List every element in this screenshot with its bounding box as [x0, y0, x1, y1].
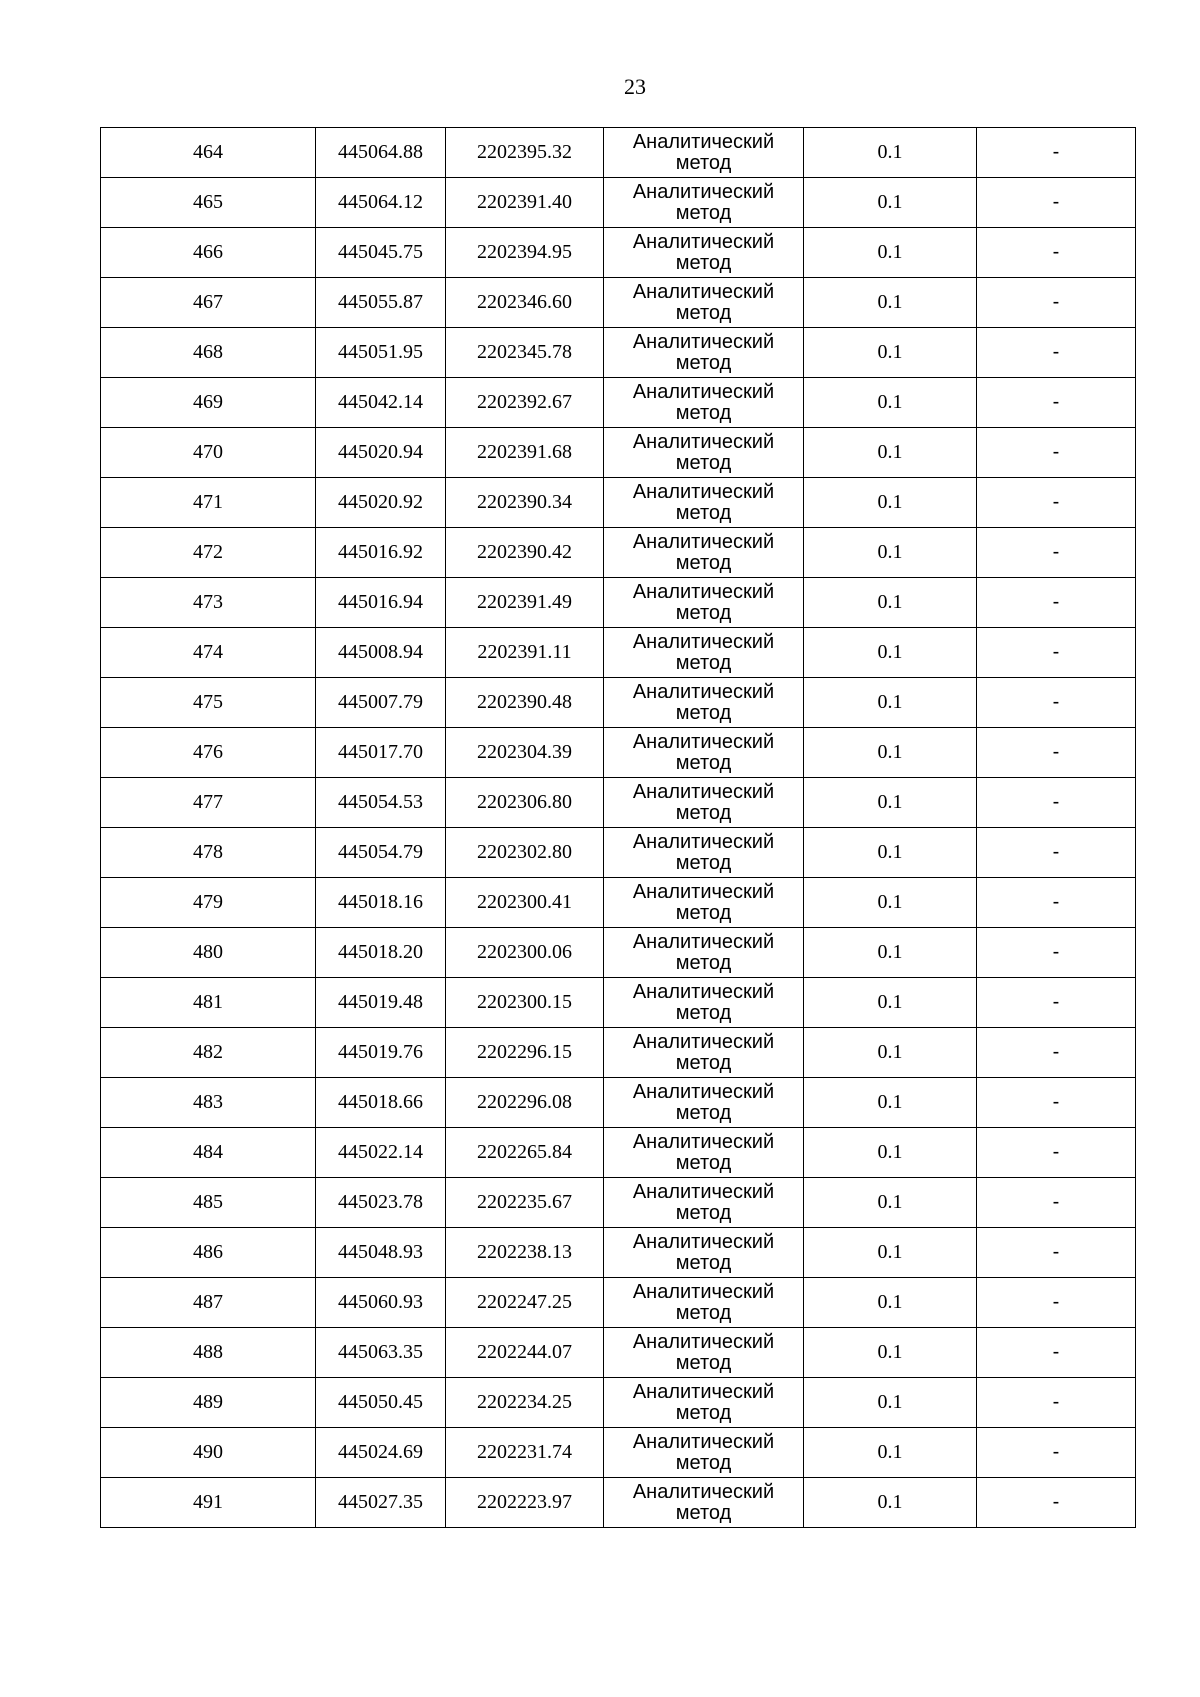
table-row — [101, 1028, 1136, 1078]
method-label-line2: метод — [675, 301, 732, 324]
x-coordinate-cell: 445020.94 — [316, 428, 446, 478]
method-cell — [604, 528, 804, 578]
point-number-cell: 469 — [101, 378, 316, 428]
y-coordinate-cell: 2202300.41 — [446, 878, 604, 928]
note-cell: - — [977, 328, 1136, 378]
table-body — [101, 128, 1136, 1528]
y-coordinate-cell: 2202300.06 — [446, 928, 604, 978]
note-cell: - — [977, 1278, 1136, 1328]
page-number: 23 — [624, 74, 646, 99]
y-coordinate-cell: 2202391.11 — [446, 628, 604, 678]
y-coordinate-cell: 2202244.07 — [446, 1328, 604, 1378]
method-label-line1: Аналитический — [632, 1180, 775, 1203]
method-label-line1: Аналитический — [632, 130, 775, 153]
accuracy-cell: 0.1 — [804, 1128, 977, 1178]
method-label-line1: Аналитический — [632, 380, 775, 403]
y-coordinate-cell: 2202346.60 — [446, 278, 604, 328]
accuracy-cell: 0.1 — [804, 228, 977, 278]
method-cell — [604, 828, 804, 878]
method-label-line2: метод — [675, 401, 732, 424]
table-row — [101, 578, 1136, 628]
table-row — [101, 778, 1136, 828]
point-number-cell: 488 — [101, 1328, 316, 1378]
method-label-line1: Аналитический — [632, 530, 775, 553]
method-cell — [604, 778, 804, 828]
method-label-line1: Аналитический — [632, 1130, 775, 1153]
method-cell — [604, 1428, 804, 1478]
table-row — [101, 678, 1136, 728]
point-number-cell: 479 — [101, 878, 316, 928]
table-row — [101, 1478, 1136, 1528]
method-label-line2: метод — [675, 1151, 732, 1174]
y-coordinate-cell: 2202390.34 — [446, 478, 604, 528]
method-label-line1: Аналитический — [632, 880, 775, 903]
accuracy-cell: 0.1 — [804, 1278, 977, 1328]
method-label-line2: метод — [675, 1451, 732, 1474]
point-number-cell: 490 — [101, 1428, 316, 1478]
note-cell: - — [977, 178, 1136, 228]
note-cell: - — [977, 228, 1136, 278]
note-cell: - — [977, 1378, 1136, 1428]
point-number-cell: 466 — [101, 228, 316, 278]
coordinates-table — [100, 127, 1136, 1528]
x-coordinate-cell: 445008.94 — [316, 628, 446, 678]
x-coordinate-cell: 445019.76 — [316, 1028, 446, 1078]
accuracy-cell: 0.1 — [804, 728, 977, 778]
method-cell — [604, 1128, 804, 1178]
x-coordinate-cell: 445007.79 — [316, 678, 446, 728]
point-number-cell: 470 — [101, 428, 316, 478]
y-coordinate-cell: 2202394.95 — [446, 228, 604, 278]
point-number-cell: 473 — [101, 578, 316, 628]
x-coordinate-cell: 445063.35 — [316, 1328, 446, 1378]
x-coordinate-cell: 445054.53 — [316, 778, 446, 828]
point-number-cell: 474 — [101, 628, 316, 678]
table-row — [101, 528, 1136, 578]
y-coordinate-cell: 2202235.67 — [446, 1178, 604, 1228]
accuracy-cell: 0.1 — [804, 678, 977, 728]
x-coordinate-cell: 445054.79 — [316, 828, 446, 878]
table-row — [101, 178, 1136, 228]
x-coordinate-cell: 445016.92 — [316, 528, 446, 578]
method-label-line1: Аналитический — [632, 280, 775, 303]
method-label-line1: Аналитический — [632, 1430, 775, 1453]
y-coordinate-cell: 2202395.32 — [446, 128, 604, 178]
method-cell — [604, 478, 804, 528]
point-number-cell: 486 — [101, 1228, 316, 1278]
method-cell — [604, 128, 804, 178]
point-number-cell: 478 — [101, 828, 316, 878]
table-row — [101, 1328, 1136, 1378]
note-cell: - — [977, 1428, 1136, 1478]
method-label-line1: Аналитический — [632, 1080, 775, 1103]
method-label-line1: Аналитический — [632, 1230, 775, 1253]
method-cell — [604, 928, 804, 978]
y-coordinate-cell: 2202234.25 — [446, 1378, 604, 1428]
point-number-cell: 481 — [101, 978, 316, 1028]
accuracy-cell: 0.1 — [804, 978, 977, 1028]
note-cell: - — [977, 128, 1136, 178]
note-cell: - — [977, 1228, 1136, 1278]
method-label-line2: метод — [675, 1001, 732, 1024]
method-label-line2: метод — [675, 151, 732, 174]
point-number-cell: 489 — [101, 1378, 316, 1428]
note-cell: - — [977, 1178, 1136, 1228]
point-number-cell: 476 — [101, 728, 316, 778]
point-number-cell: 484 — [101, 1128, 316, 1178]
method-label-line1: Аналитический — [632, 730, 775, 753]
accuracy-cell: 0.1 — [804, 828, 977, 878]
table-row — [101, 428, 1136, 478]
note-cell: - — [977, 1328, 1136, 1378]
y-coordinate-cell: 2202345.78 — [446, 328, 604, 378]
accuracy-cell: 0.1 — [804, 528, 977, 578]
method-label-line2: метод — [675, 1351, 732, 1374]
method-cell — [604, 178, 804, 228]
table-row — [101, 1178, 1136, 1228]
y-coordinate-cell: 2202391.40 — [446, 178, 604, 228]
y-coordinate-cell: 2202296.08 — [446, 1078, 604, 1128]
x-coordinate-cell: 445022.14 — [316, 1128, 446, 1178]
x-coordinate-cell: 445018.16 — [316, 878, 446, 928]
y-coordinate-cell: 2202391.68 — [446, 428, 604, 478]
note-cell: - — [977, 878, 1136, 928]
table-row — [101, 478, 1136, 528]
accuracy-cell: 0.1 — [804, 928, 977, 978]
x-coordinate-cell: 445019.48 — [316, 978, 446, 1028]
method-label-line1: Аналитический — [632, 1030, 775, 1053]
point-number-cell: 487 — [101, 1278, 316, 1328]
y-coordinate-cell: 2202302.80 — [446, 828, 604, 878]
method-cell — [604, 1328, 804, 1378]
method-cell — [604, 278, 804, 328]
y-coordinate-cell: 2202304.39 — [446, 728, 604, 778]
accuracy-cell: 0.1 — [804, 1178, 977, 1228]
table-row — [101, 1378, 1136, 1428]
table-row — [101, 128, 1136, 178]
note-cell: - — [977, 1028, 1136, 1078]
accuracy-cell: 0.1 — [804, 1478, 977, 1528]
method-cell — [604, 1378, 804, 1428]
method-label-line1: Аналитический — [632, 330, 775, 353]
y-coordinate-cell: 2202238.13 — [446, 1228, 604, 1278]
method-label-line1: Аналитический — [632, 180, 775, 203]
x-coordinate-cell: 445064.88 — [316, 128, 446, 178]
table-row — [101, 1428, 1136, 1478]
method-label-line2: метод — [675, 851, 732, 874]
method-cell — [604, 978, 804, 1028]
point-number-cell: 491 — [101, 1478, 316, 1528]
x-coordinate-cell: 445020.92 — [316, 478, 446, 528]
accuracy-cell: 0.1 — [804, 1428, 977, 1478]
method-label-line1: Аналитический — [632, 780, 775, 803]
method-label-line2: метод — [675, 1401, 732, 1424]
note-cell: - — [977, 578, 1136, 628]
method-label-line1: Аналитический — [632, 680, 775, 703]
table-row — [101, 928, 1136, 978]
method-label-line2: метод — [675, 551, 732, 574]
table-row — [101, 1128, 1136, 1178]
accuracy-cell: 0.1 — [804, 278, 977, 328]
y-coordinate-cell: 2202392.67 — [446, 378, 604, 428]
x-coordinate-cell: 445055.87 — [316, 278, 446, 328]
point-number-cell: 467 — [101, 278, 316, 328]
method-label-line2: метод — [675, 751, 732, 774]
table-row — [101, 1228, 1136, 1278]
table-row — [101, 328, 1136, 378]
x-coordinate-cell: 445027.35 — [316, 1478, 446, 1528]
method-cell — [604, 878, 804, 928]
point-number-cell: 472 — [101, 528, 316, 578]
method-label-line2: метод — [675, 651, 732, 674]
accuracy-cell: 0.1 — [804, 478, 977, 528]
method-label-line2: метод — [675, 201, 732, 224]
method-label-line1: Аналитический — [632, 630, 775, 653]
method-cell — [604, 578, 804, 628]
method-cell — [604, 428, 804, 478]
table-row — [101, 728, 1136, 778]
x-coordinate-cell: 445016.94 — [316, 578, 446, 628]
x-coordinate-cell: 445017.70 — [316, 728, 446, 778]
x-coordinate-cell: 445050.45 — [316, 1378, 446, 1428]
table-row — [101, 228, 1136, 278]
note-cell: - — [977, 628, 1136, 678]
accuracy-cell: 0.1 — [804, 628, 977, 678]
table-row — [101, 878, 1136, 928]
table-row — [101, 978, 1136, 1028]
method-label-line2: метод — [675, 701, 732, 724]
y-coordinate-cell: 2202247.25 — [446, 1278, 604, 1328]
note-cell: - — [977, 678, 1136, 728]
x-coordinate-cell: 445018.66 — [316, 1078, 446, 1128]
table-row — [101, 828, 1136, 878]
x-coordinate-cell: 445060.93 — [316, 1278, 446, 1328]
method-label-line2: метод — [675, 951, 732, 974]
x-coordinate-cell: 445051.95 — [316, 328, 446, 378]
method-label-line1: Аналитический — [632, 1480, 775, 1503]
method-label-line2: метод — [675, 451, 732, 474]
note-cell: - — [977, 1078, 1136, 1128]
point-number-cell: 483 — [101, 1078, 316, 1128]
point-number-cell: 480 — [101, 928, 316, 978]
method-label-line1: Аналитический — [632, 480, 775, 503]
table-row — [101, 628, 1136, 678]
accuracy-cell: 0.1 — [804, 1378, 977, 1428]
method-label-line2: метод — [675, 251, 732, 274]
method-cell — [604, 1278, 804, 1328]
method-cell — [604, 1228, 804, 1278]
note-cell: - — [977, 928, 1136, 978]
y-coordinate-cell: 2202223.97 — [446, 1478, 604, 1528]
method-label-line2: метод — [675, 601, 732, 624]
y-coordinate-cell: 2202300.15 — [446, 978, 604, 1028]
note-cell: - — [977, 428, 1136, 478]
x-coordinate-cell: 445018.20 — [316, 928, 446, 978]
x-coordinate-cell: 445045.75 — [316, 228, 446, 278]
accuracy-cell: 0.1 — [804, 1028, 977, 1078]
method-label-line2: метод — [675, 1251, 732, 1274]
method-cell — [604, 1478, 804, 1528]
note-cell: - — [977, 528, 1136, 578]
x-coordinate-cell: 445042.14 — [316, 378, 446, 428]
method-label-line2: метод — [675, 1501, 732, 1524]
method-label-line2: метод — [675, 1301, 732, 1324]
note-cell: - — [977, 828, 1136, 878]
method-label-line1: Аналитический — [632, 580, 775, 603]
accuracy-cell: 0.1 — [804, 128, 977, 178]
table-row — [101, 1078, 1136, 1128]
accuracy-cell: 0.1 — [804, 1228, 977, 1278]
method-cell — [604, 1178, 804, 1228]
accuracy-cell: 0.1 — [804, 878, 977, 928]
y-coordinate-cell: 2202390.42 — [446, 528, 604, 578]
note-cell: - — [977, 278, 1136, 328]
method-label-line2: метод — [675, 1101, 732, 1124]
point-number-cell: 465 — [101, 178, 316, 228]
y-coordinate-cell: 2202390.48 — [446, 678, 604, 728]
method-label-line1: Аналитический — [632, 430, 775, 453]
method-label-line2: метод — [675, 1201, 732, 1224]
method-cell — [604, 1078, 804, 1128]
accuracy-cell: 0.1 — [804, 428, 977, 478]
method-cell — [604, 378, 804, 428]
y-coordinate-cell: 2202306.80 — [446, 778, 604, 828]
accuracy-cell: 0.1 — [804, 178, 977, 228]
method-label-line1: Аналитический — [632, 1280, 775, 1303]
note-cell: - — [977, 1128, 1136, 1178]
method-cell — [604, 228, 804, 278]
accuracy-cell: 0.1 — [804, 778, 977, 828]
method-label-line1: Аналитический — [632, 1380, 775, 1403]
accuracy-cell: 0.1 — [804, 1328, 977, 1378]
note-cell: - — [977, 728, 1136, 778]
y-coordinate-cell: 2202265.84 — [446, 1128, 604, 1178]
point-number-cell: 464 — [101, 128, 316, 178]
note-cell: - — [977, 478, 1136, 528]
method-cell — [604, 628, 804, 678]
accuracy-cell: 0.1 — [804, 328, 977, 378]
table-row — [101, 278, 1136, 328]
point-number-cell: 468 — [101, 328, 316, 378]
note-cell: - — [977, 778, 1136, 828]
table-row — [101, 378, 1136, 428]
method-label-line1: Аналитический — [632, 230, 775, 253]
method-cell — [604, 1028, 804, 1078]
method-label-line1: Аналитический — [632, 980, 775, 1003]
y-coordinate-cell: 2202296.15 — [446, 1028, 604, 1078]
point-number-cell: 475 — [101, 678, 316, 728]
accuracy-cell: 0.1 — [804, 378, 977, 428]
x-coordinate-cell: 445048.93 — [316, 1228, 446, 1278]
point-number-cell: 471 — [101, 478, 316, 528]
note-cell: - — [977, 1478, 1136, 1528]
point-number-cell: 485 — [101, 1178, 316, 1228]
method-label-line2: метод — [675, 901, 732, 924]
method-label-line1: Аналитический — [632, 1330, 775, 1353]
method-label-line2: метод — [675, 501, 732, 524]
note-cell: - — [977, 978, 1136, 1028]
x-coordinate-cell: 445023.78 — [316, 1178, 446, 1228]
method-cell — [604, 328, 804, 378]
accuracy-cell: 0.1 — [804, 1078, 977, 1128]
note-cell: - — [977, 378, 1136, 428]
point-number-cell: 482 — [101, 1028, 316, 1078]
accuracy-cell: 0.1 — [804, 578, 977, 628]
method-label-line1: Аналитический — [632, 830, 775, 853]
method-cell — [604, 678, 804, 728]
y-coordinate-cell: 2202231.74 — [446, 1428, 604, 1478]
table-row — [101, 1278, 1136, 1328]
method-label-line1: Аналитический — [632, 930, 775, 953]
method-label-line2: метод — [675, 351, 732, 374]
method-label-line2: метод — [675, 801, 732, 824]
point-number-cell: 477 — [101, 778, 316, 828]
method-label-line2: метод — [675, 1051, 732, 1074]
method-cell — [604, 728, 804, 778]
x-coordinate-cell: 445024.69 — [316, 1428, 446, 1478]
x-coordinate-cell: 445064.12 — [316, 178, 446, 228]
y-coordinate-cell: 2202391.49 — [446, 578, 604, 628]
